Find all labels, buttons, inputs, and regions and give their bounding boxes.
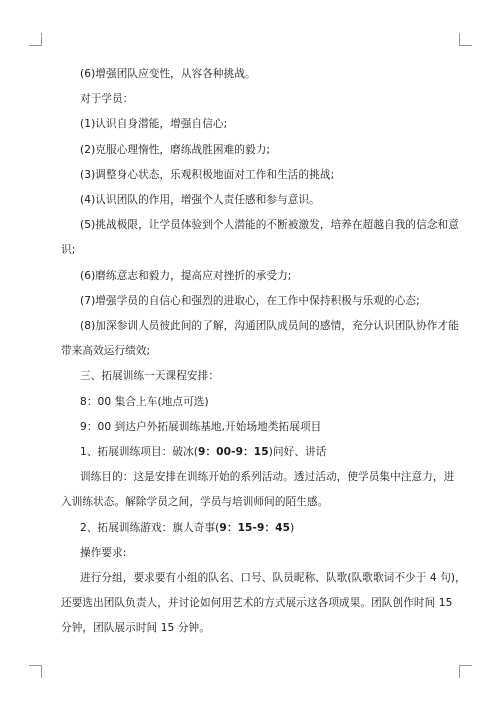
- activity-item-2: [61, 516, 439, 541]
- paragraph-line: 识;: [61, 244, 76, 257]
- schedule-line: 9：00 到达户外拓展训练基地,开始场地类拓展项目: [80, 420, 322, 433]
- activity-item-2-prefix: 2、拓展训练游戏：旗人奇事(: [80, 521, 220, 534]
- activity-item-1-prefix: 1、拓展训练项目：破冰(: [80, 446, 199, 459]
- paragraph-line: 对于学员：: [80, 93, 134, 106]
- activity-item-2-suffix: ): [290, 521, 295, 534]
- paragraph-line: (2)克服心理惰性，磨练战胜困难的毅力;: [80, 143, 271, 156]
- paragraph-line: 分钟，团队展示时间 15 分钟。: [61, 622, 210, 635]
- paragraph-line: (1)认识自身潜能，增强自信心;: [80, 118, 228, 131]
- crop-mark-top-left: [29, 33, 42, 46]
- paragraph-line: (4)认识团队的作用，增强个人责任感和参与意识。: [80, 194, 320, 207]
- document-body: [61, 62, 466, 642]
- paragraph-line: (8)加深参训人员彼此间的了解，沟通团队成员间的感情，充分认识团队协作才能: [80, 320, 459, 333]
- paragraph-line: (5)挑战极限，让学员体验到个人潜能的不断被激发，培养在超越自我的信念和意: [80, 219, 459, 232]
- paragraph-line: 进行分组，要求要有小组的队名、口号、队员昵称、队歌(队歌歌词不少于 4 句)，: [80, 572, 466, 585]
- paragraph-line: (6)磨练意志和毅力，提高应对挫折的承受力;: [80, 269, 292, 282]
- activity-item-2-time: 9：15-9：45: [219, 521, 291, 534]
- activity-item-1-suffix: )问好、讲话: [268, 446, 327, 459]
- crop-mark-top-right: [459, 33, 472, 46]
- schedule-line: 8：00 集合上车(地点可选): [80, 395, 209, 408]
- activity-item-1: [61, 440, 439, 465]
- paragraph-line: 入训练状态。解除学员之间，学员与培训师间的陌生感。: [61, 496, 329, 509]
- paragraph-line: (7)增强学员的自信心和强烈的进取心，在工作中保持积极与乐观的心态;: [80, 294, 420, 307]
- section-heading: 三、拓展训练一天课程安排：: [80, 370, 220, 383]
- paragraph-line: 带来高效运行绩效;: [61, 345, 151, 358]
- paragraph-line: (6)增强团队应变性，从容各种挑战。: [80, 68, 256, 80]
- activity-item-1-time: 9：00-9：15: [198, 446, 269, 459]
- crop-mark-bottom-left: [29, 665, 42, 678]
- operation-requirements-label: 操作要求:: [80, 546, 127, 559]
- paragraph-line: 还要选出团队负责人，并讨论如何用艺术的方式展示这各项成果。团队创作时间 15: [61, 597, 453, 610]
- paragraph-line: 训练目的：这是安排在训练开始的系列活动。透过活动，使学员集中注意力，进: [80, 471, 455, 484]
- paragraph-line: (3)调整身心状态，乐观积极地面对工作和生活的挑战;: [80, 168, 335, 181]
- crop-mark-bottom-right: [459, 665, 472, 678]
